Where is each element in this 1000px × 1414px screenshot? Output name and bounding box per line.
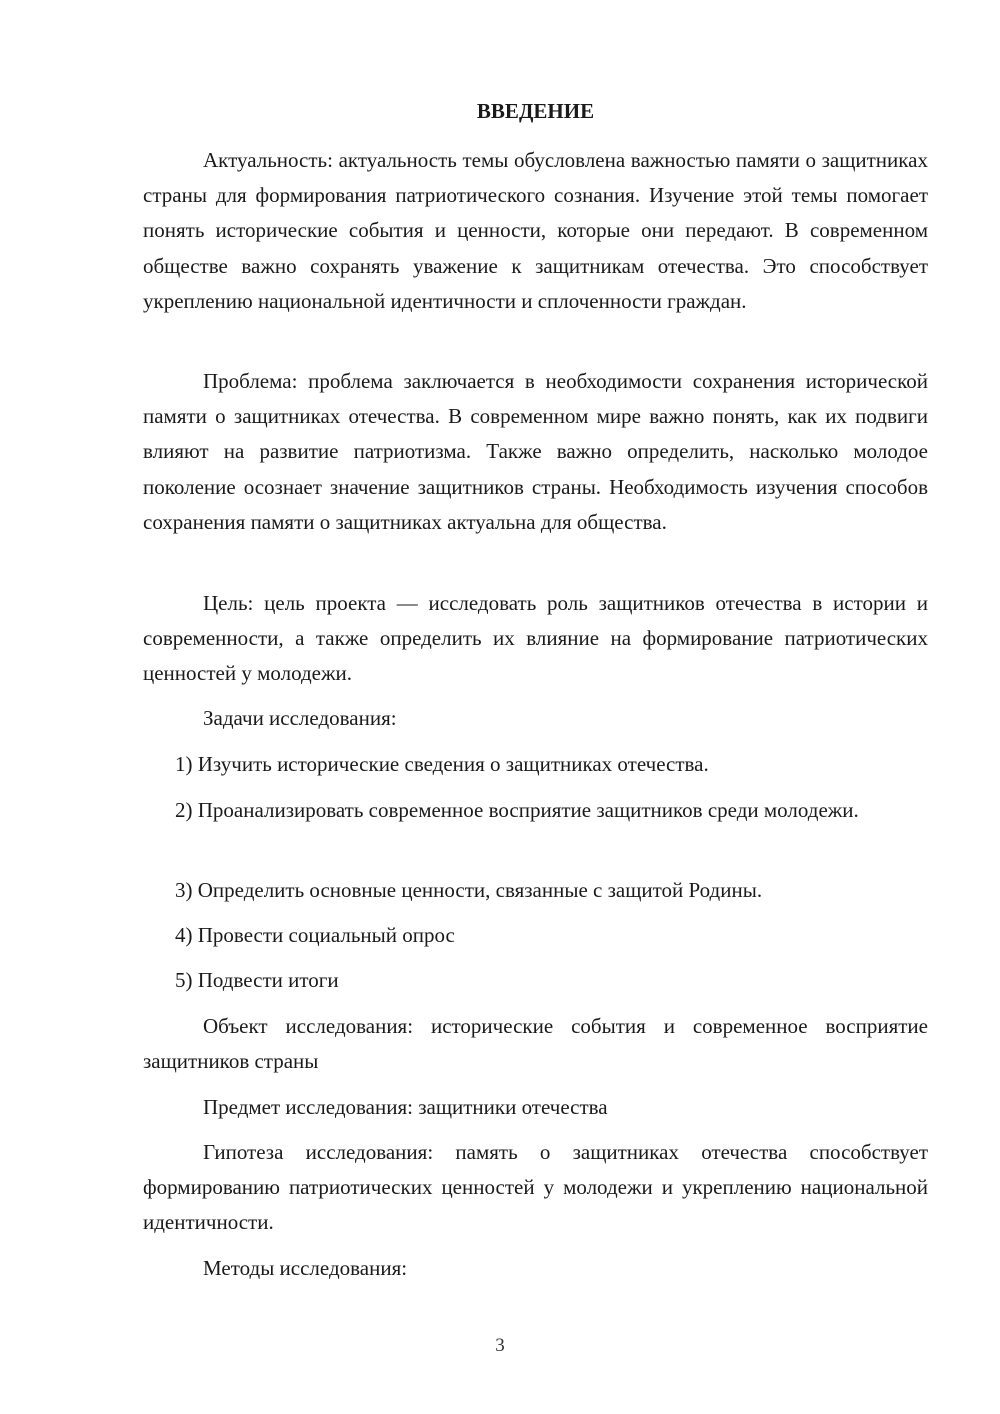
task-item-4: 4) Провести социальный опрос (175, 923, 455, 947)
paragraph-hypothesis: Гипотеза исследования: память о защитниках отечества способствует формированию патриотических ценностей у молодежи и укреплению национальной идентичности. (143, 1140, 928, 1235)
paragraph-relevance: Актуальность: актуальность темы обусловлена важностью памяти о защитниках страны для формирования патриотического сознания. Изучение этой темы помогает понять исторические события и ценности, которые они передают. В современном обществе важно сохранять уважение к защитникам отечества. Это способствует укреплению национальной идентичности и сплоченности граждан. (143, 148, 928, 313)
paragraph-subject: Предмет исследования: защитники отечества (203, 1095, 608, 1119)
task-item-2: 2) Проанализировать современное восприятие защитников среди молодежи. (175, 798, 859, 822)
paragraph-object: Объект исследования: исторические события и современное восприятие защитников страны (143, 1014, 928, 1074)
paragraph-goal: Цель: цель проекта — исследовать роль защитников отечества в истории и современности, а также определить их влияние на формирование патриотических ценностей у молодежи. (143, 591, 928, 686)
paragraph-tasks-heading: Задачи исследования: (203, 706, 397, 730)
paragraph-problem: Проблема: проблема заключается в необходимости сохранения исторической памяти о защитниках отечества. В современном мире важно понять, как их подвиги влияют на развитие патриотизма. Также важно определить, насколько молодое поколение осознает значение защитников страны. Необходимость изучения способов сохранения памяти о защитниках актуальна для общества. (143, 369, 928, 534)
section-title: ВВЕДЕНИЕ (476, 99, 595, 123)
page-number: 3 (495, 1335, 505, 1356)
task-item-1: 1) Изучить исторические сведения о защитниках отечества. (175, 752, 709, 776)
task-item-3: 3) Определить основные ценности, связанные с защитой Родины. (175, 878, 763, 902)
paragraph-methods: Методы исследования: (203, 1256, 408, 1280)
task-item-5: 5) Подвести итоги (175, 968, 339, 992)
